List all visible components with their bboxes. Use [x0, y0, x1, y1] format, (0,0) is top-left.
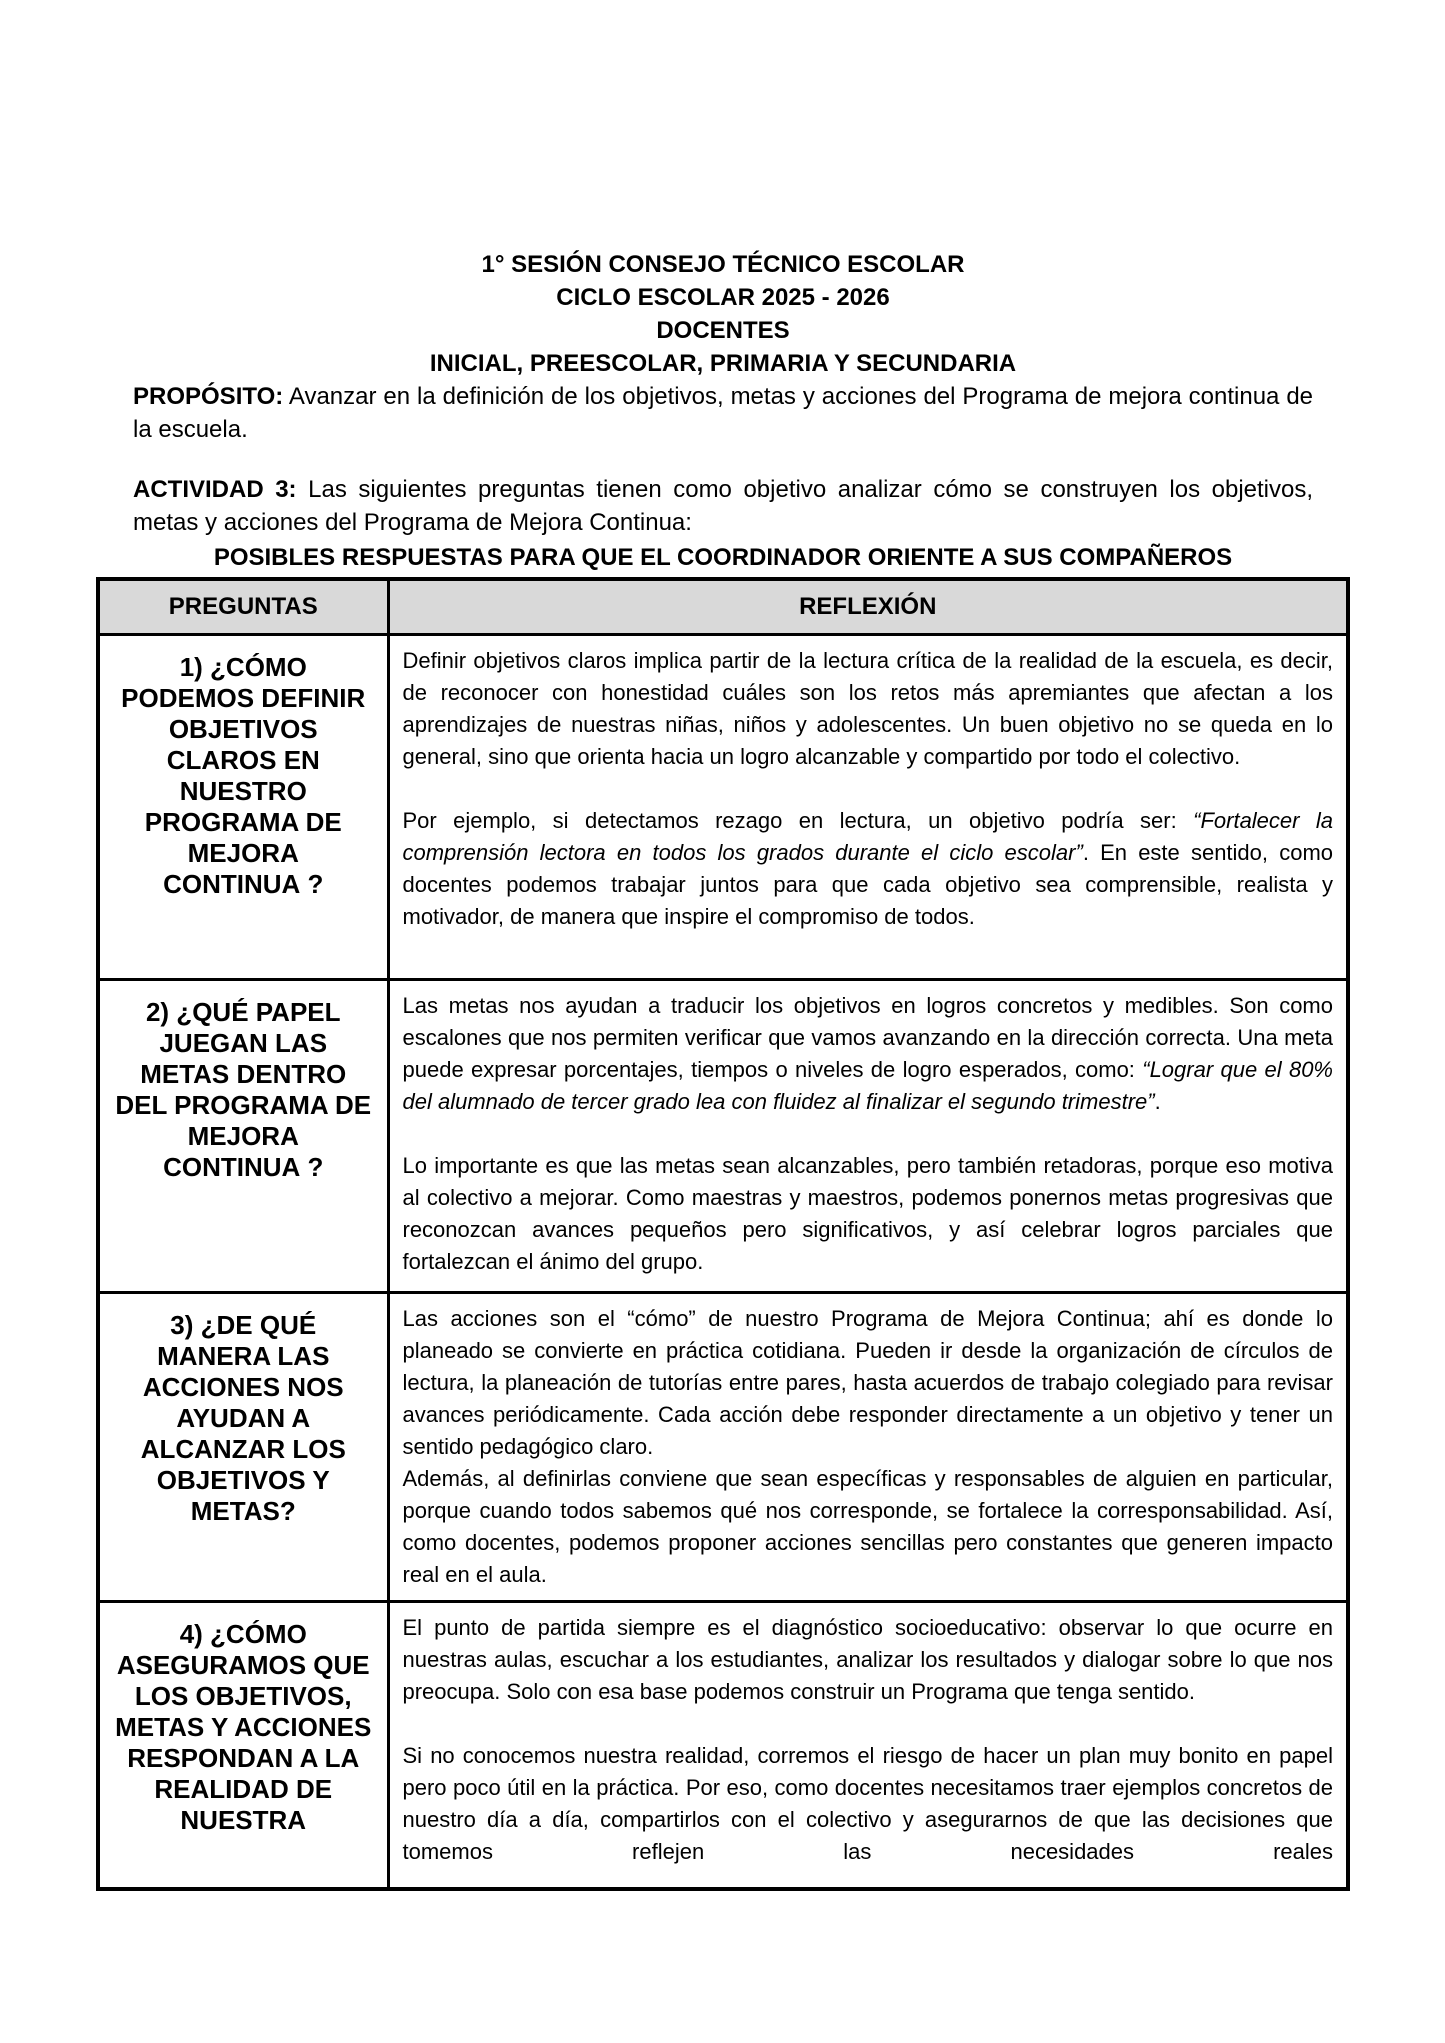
- reflection-quote-italic: “Fortalecer la comprensión lectora en todos los grados durante el ciclo escolar”: [402, 807, 1334, 865]
- reflection-text: Las acciones son el “cómo” de nuestro Programa de Mejora Continua; ahí es donde lo planeado se convierte en práctica cotidiana. Pueden ir desde la organización de círculos de lectura, la planeación de tutorías entre pares, hasta acuerdos de trabajo colegiado para revisar avances periódicamente. Cada acción debe responder directamente a un objetivo y tener un sentido pedagógico claro.: [402, 1305, 1333, 1459]
- reflection-cell: [388, 1601, 1348, 1889]
- title-line-cycle: CICLO ESCOLAR 2025 - 2026: [556, 284, 890, 311]
- reflection-paragraph: [403, 1303, 1334, 1463]
- reflection-text: Lo importante es que las metas sean alcanzables, pero también retadoras, porque eso motiva al colectivo a mejorar. Como maestras y maestros, podemos ponernos metas progresivas que reconozcan avances pequeños pero significativos, y así celebrar logros parciales que fortalezcan el ánimo del grupo.: [402, 1152, 1333, 1274]
- proposito-label: PROPÓSITO:: [133, 383, 284, 410]
- table-row: [98, 634, 1348, 979]
- reflection-text: Las metas nos ayudan a traducir los objetivos en logros concretos y medibles. Son como escalones que nos permiten verificar que vamos avanzando en la dirección correcta. Una meta puede expresar porcentajes, tiempos o niveles de logro esperados, como:: [402, 992, 1333, 1082]
- table-title: POSIBLES RESPUESTAS PARA QUE EL COORDINADOR ORIENTE A SUS COMPAÑEROS: [213, 544, 1233, 571]
- table-row: [98, 979, 1348, 1292]
- actividad-paragraph: [133, 473, 1313, 539]
- reflection-text: Definir objetivos claros implica partir de la lectura crítica de la realidad de la escuela, es decir, de reconocer con honestidad cuáles son los retos más apremiantes que afectan a los aprendizajes de nuestras niñas, niños y adolescentes. Un buen objetivo no se queda en lo general, sino que orienta hacia un logro alcanzable y compartido por todo el colectivo.: [402, 647, 1333, 769]
- reflection-text: . En este sentido, como docentes podemos trabajar juntos para que cada objetivo sea comprensible, realista y motivador, de manera que inspire el compromiso de todos.: [402, 839, 1334, 929]
- question-cell: 4) ¿CÓMO ASEGURAMOS QUE LOS OBJETIVOS, METAS Y ACCIONES RESPONDAN A LA REALIDAD DE NUESTRA: [98, 1601, 388, 1889]
- reflection-text: Si no conocemos nuestra realidad, corremos el riesgo de hacer un plan muy bonito en papel pero poco útil en la práctica. Por eso, como docentes necesitamos traer ejemplos concretos de nuestro día a día, compartirlos con el colectivo y asegurarnos de que las decisiones que tomemos reflejen las necesidades reales: [402, 1742, 1333, 1864]
- qa-table: [96, 577, 1350, 1891]
- table-header-row: [98, 579, 1348, 634]
- actividad-label: ACTIVIDAD 3:: [133, 476, 297, 503]
- reflection-cell: [388, 1292, 1348, 1601]
- title-line-session: 1° SESIÓN CONSEJO TÉCNICO ESCOLAR: [481, 251, 965, 278]
- reflection-paragraph: [403, 645, 1334, 773]
- reflection-paragraph: [403, 1612, 1334, 1708]
- actividad-text: Las siguientes preguntas tienen como objetivo analizar cómo se construyen los objetivos, metas y acciones del Programa de Mejora Continua:: [133, 476, 1314, 536]
- reflection-cell: [388, 979, 1348, 1292]
- question-cell: 3) ¿DE QUÉ MANERA LAS ACCIONES NOS AYUDAN A ALCANZAR LOS OBJETIVOS Y METAS?: [98, 1292, 388, 1601]
- question-cell: 1) ¿CÓMO PODEMOS DEFINIR OBJETIVOS CLAROS EN NUESTRO PROGRAMA DE MEJORA CONTINUA ?: [98, 634, 388, 979]
- reflection-paragraph: [403, 1740, 1334, 1868]
- header-preguntas: PREGUNTAS: [98, 579, 388, 634]
- header-reflexion: REFLEXIÓN: [388, 579, 1348, 634]
- table-row: [98, 1601, 1348, 1889]
- document-title-block: [133, 248, 1313, 380]
- reflection-quote-italic: “Lograr que el 80% del alumnado de tercer grado lea con fluidez al finalizar el segundo trimestre”: [402, 1056, 1333, 1114]
- title-line-levels: INICIAL, PREESCOLAR, PRIMARIA Y SECUNDARIA: [429, 350, 1017, 377]
- reflection-cell: [388, 634, 1348, 979]
- question-cell: 2) ¿QUÉ PAPEL JUEGAN LAS METAS DENTRO DEL PROGRAMA DE MEJORA CONTINUA ?: [98, 979, 388, 1292]
- proposito-text: Avanzar en la definición de los objetivos, metas y acciones del Programa de mejora continua de la escuela.: [133, 383, 1314, 443]
- title-line-audience: DOCENTES: [656, 317, 790, 344]
- proposito-paragraph: [133, 380, 1313, 446]
- reflection-text: Por ejemplo, si detectamos rezago en lectura, un objetivo podría ser:: [402, 807, 1194, 833]
- reflection-paragraph: [403, 805, 1334, 933]
- table-row: [98, 1292, 1348, 1601]
- reflection-paragraph: [403, 1463, 1334, 1591]
- reflection-text: El punto de partida siempre es el diagnóstico socioeducativo: observar lo que ocurre en nuestras aulas, escuchar a los estudiantes, analizar los resultados y dialogar sobre lo que nos preocupa. Solo con esa base podemos construir un Programa que tenga sentido.: [402, 1614, 1333, 1704]
- reflection-text: .: [1154, 1088, 1161, 1114]
- reflection-text: Además, al definirlas conviene que sean específicas y responsables de alguien en particular, porque cuando todos sabemos qué nos corresponde, se fortalece la corresponsabilidad. Así, como docentes, podemos proponer acciones sencillas pero constantes que generen impacto real en el aula.: [402, 1465, 1333, 1587]
- reflection-paragraph: [403, 1150, 1334, 1278]
- reflection-paragraph: [403, 990, 1334, 1118]
